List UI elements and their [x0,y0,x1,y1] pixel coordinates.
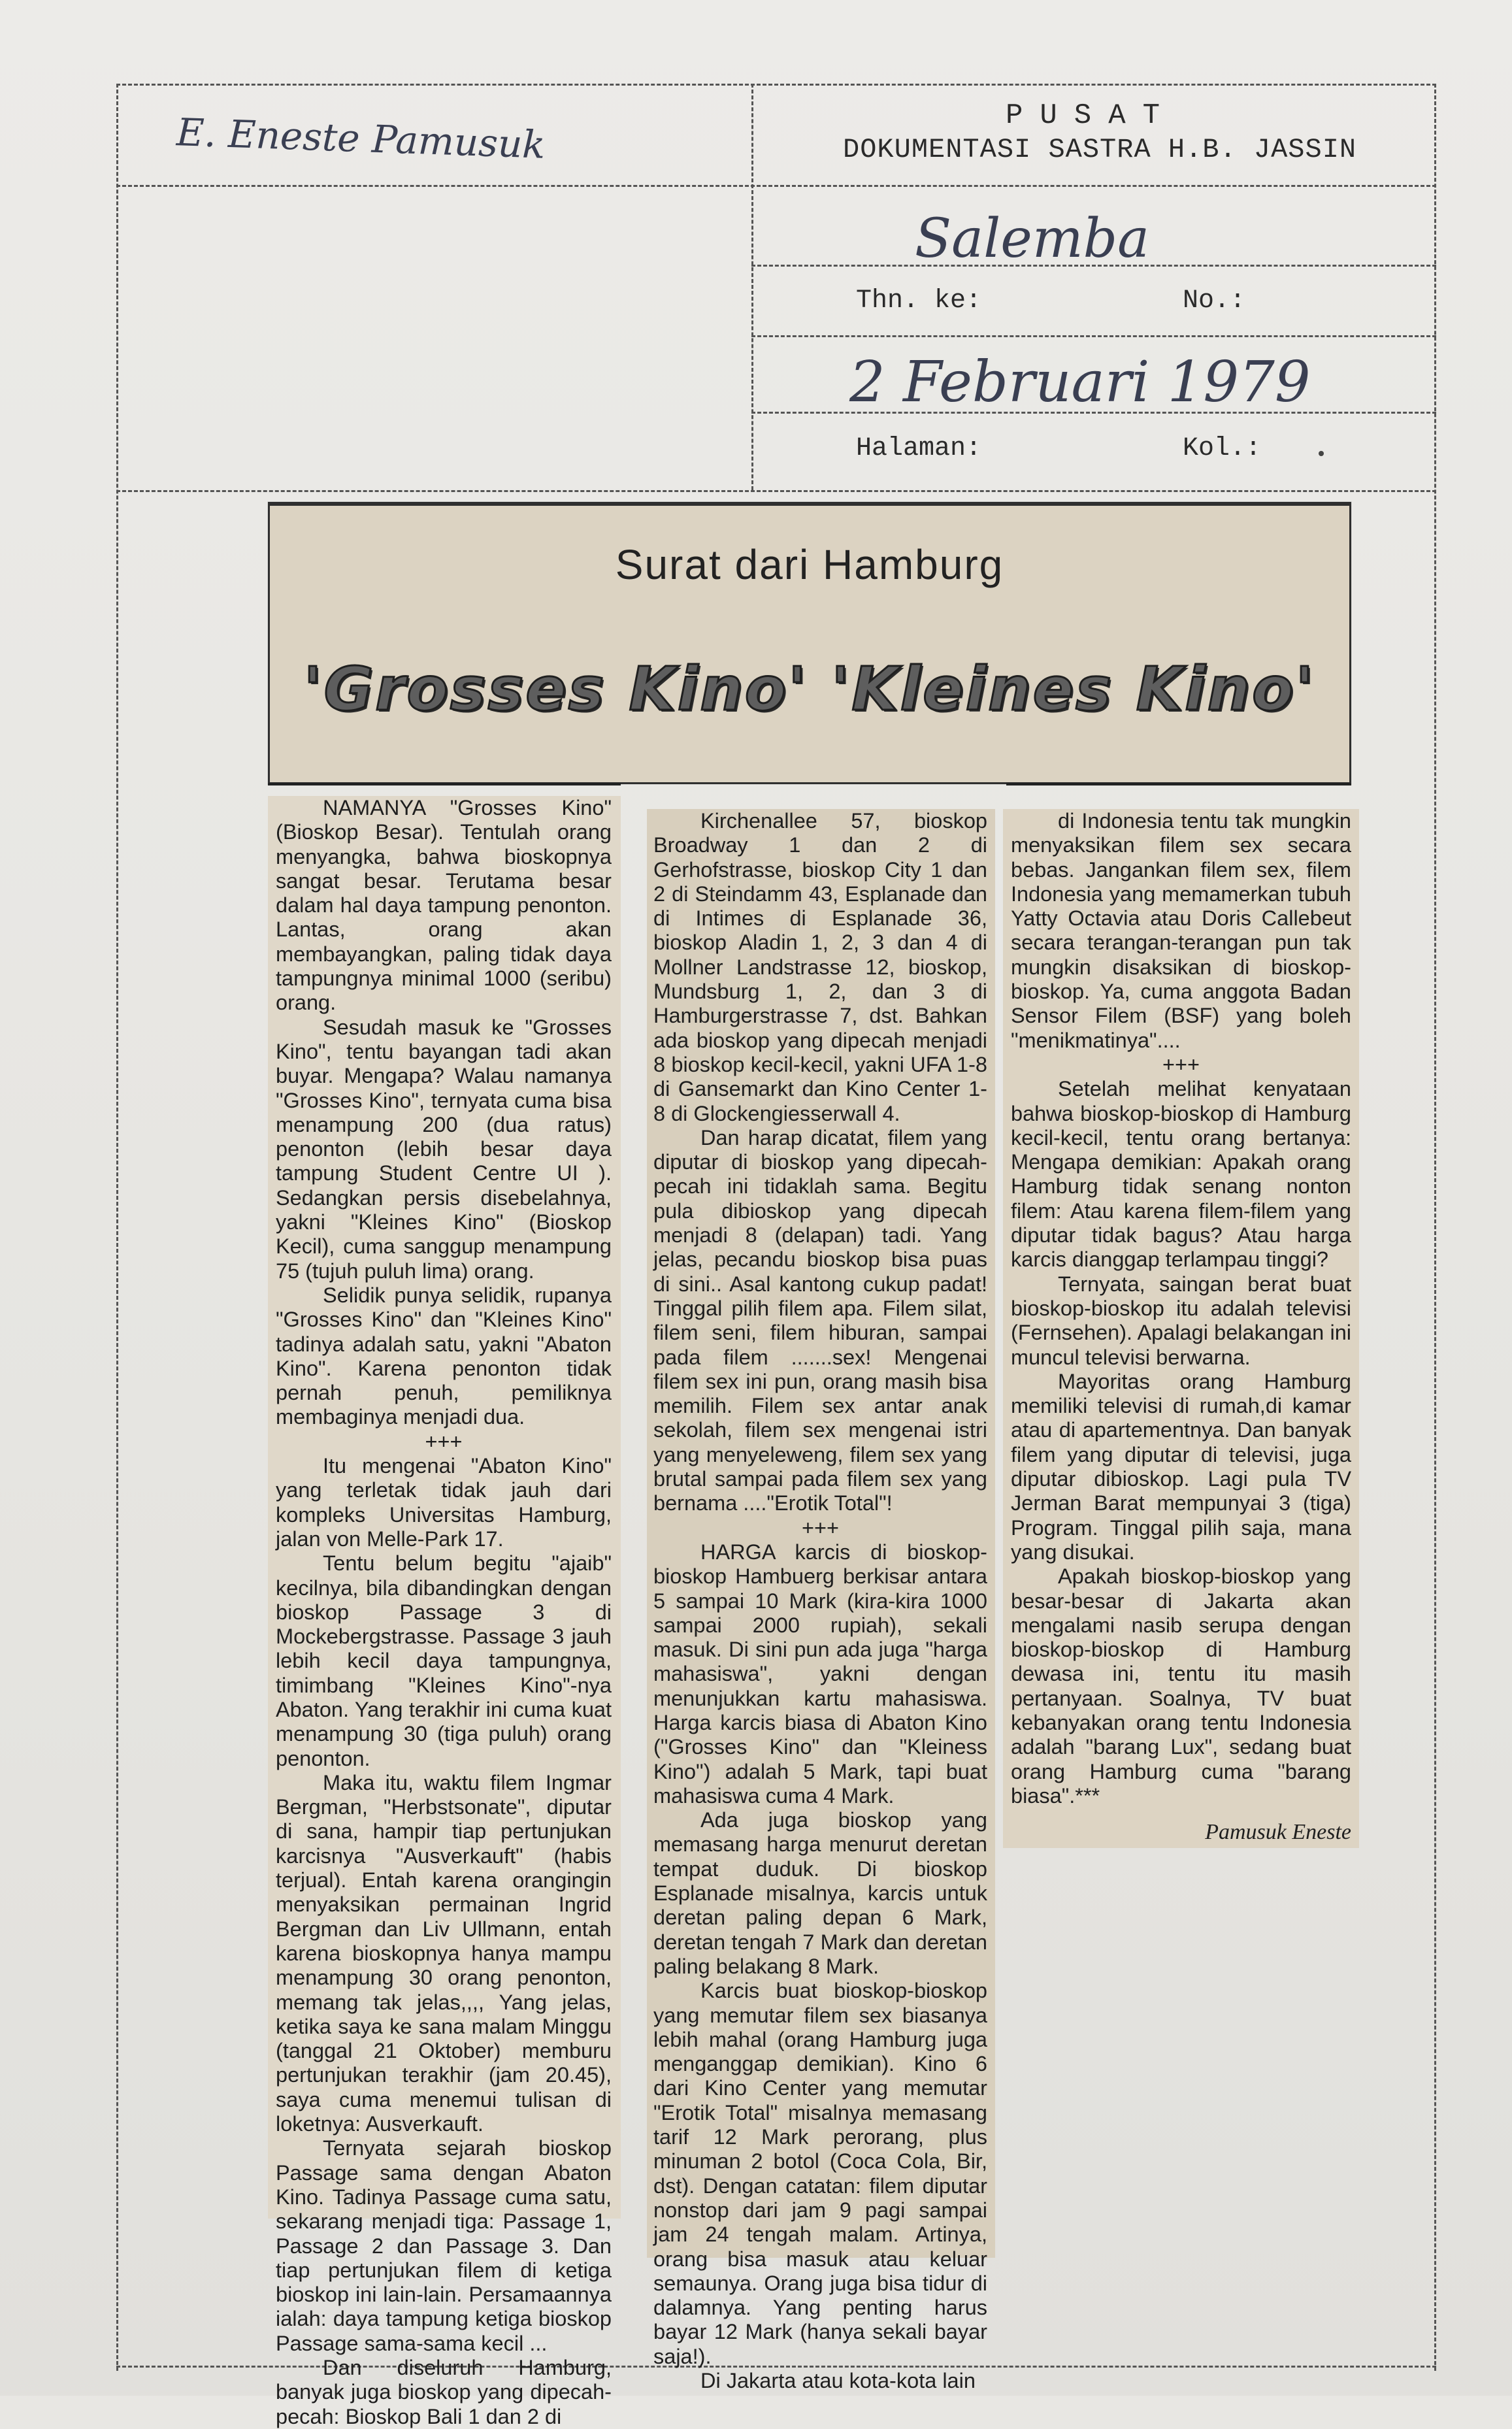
article-column-2 [647,809,995,2392]
article-paragraph: Maka itu, waktu filem Ingmar Bergman, "Herbstsonate", diputar di sana, hampir tiap pertunjukan karcisnya "Ausverkauft" (habis terjual). Entah karena orangingin menyaksikan permainan Ingrid Bergman dan Liv Ullmann, entah karena bioskopnya hanya mampu menampung 30 orang penonton, memang tak jelas,,,, Yang jelas, ketika saya ke sana malam Minggu (tanggal 21 Oktober) memburu pertunjukan terakhir (jam 20.45), saya cuma menemui tulisan di loketnya: Ausverkauft. [276,1770,612,2136]
article-paragraph: HARGA karcis di bioskop-bioskop Hambuerg berkisar antara 5 sampai 10 Mark (kira-kira 1000 sampai 2000 rupiah), sekali masuk. Di sini pun ada juga "harga mahasiswa", yakni dengan menunjukkan kartu mahasiswa. Harga karcis biasa di Abaton Kino ("Grosses Kino" dan "Kleiness Kino") adalah 5 Mark, tapi buat mahasiswa cuma 4 Mark. [653,1540,987,1808]
article-paragraph: Tentu belum begitu "ajaib" kecilnya, bila dibandingkan dengan bioskop Passage 3 di Mockebergstrasse. Passage 3 jauh lebih kecil daya tampungnya, timimbang "Kleines Kino"-nya Abaton. Yang terakhir ini cuma kuat menampung 30 (tiga puluh) orang penonton. [276,1551,612,1770]
article-paragraph: Dan harap dicatat, filem yang diputar di bioskop yang dipecah-pecah ini tidaklah sama. Begitu pula dibioskop yang dipecah menjadi 8 (delapan) tadi. Yang jelas, pecandu bioskop bisa puas di sini.. Asal kantong cukup padat! Tinggal pilih filem apa. Filem silat, filem seni, filem hiburan, sampai pada filem .......sex! Mengenai filem sex ini pun, orang masih bisa memilih. Filem sex antar anak sekolah, filem sex mengenai istri yang menyeleweng, filem sex yang brutal sampai pada filem sex yang bernama ...."Erotik Total"! [653,1125,987,1515]
card-body-rule [116,490,1436,492]
article-paragraph: Apakah bioskop-bioskop yang besar-besar di Jakarta akan mengalami nasib serupa dengan bioskop-bioskop di Hamburg dewasa ini, tentu itu masih pertanyaan. Soalnya, TV buat kebanyakan orang tentu Indonesia adalah "barang Lux", sedang buat orang Hamburg cuma "barang biasa".*** [1011,1564,1351,1808]
section-separator: +++ [802,1515,839,1540]
article-paragraph: Sesudah masuk ke "Grosses Kino", tentu bayangan tadi akan buyar. Mengapa? Walau namanya "Grosses Kino", ternyata cuma bisa menampung 200 (dua ratus) penonton (lebih besar daya tampung Student Centre UI ). Sedangkan persis disebelahnya, yakni "Kleines Kino" (Bioskop Kecil), cuma sanggup menampung 75 (tujuh puluh lima) orang. [276,1015,612,1283]
stray-dot [1319,451,1324,456]
thn-label: Thn. ke: [856,286,982,316]
section-separator: +++ [1162,1052,1200,1076]
article-headline: 'Grosses Kino' 'Kleines Kino' [303,654,1316,724]
article-paragraph: Kirchenallee 57, bioskop Broadway 1 dan 2 di Gerhofstrasse, bioskop City 1 dan 2 di Steindamm 43, Esplanade dan di Intimes di Esplanade 36, bioskop Aladin 1, 2, 3 dan 4 di Mollner Landstrasse 12, bioskop, Mundsburg 1, 2, dan 3 di Hamburgerstrasse 7, dst. Bahkan ada bioskop yang dipecah menjadi 8 bioskop kecil-kecil, yakni UFA 1-8 di Gansemarkt dan Kino Center 1-8 di Glockengiesserwall 4. [653,809,987,1125]
kol-label: Kol.: [1183,434,1262,463]
card-header-rule [116,185,1436,187]
article-paragraph: Itu mengenai "Abaton Kino" yang terletak tidak jauh dari kompleks Universitas Hamburg, jalan von Melle-Park 17. [276,1454,612,1551]
article-paragraph: Karcis buat bioskop-bioskop yang memutar filem sex biasanya lebih mahal (orang Hamburg juga menganggap demikian). Kino 6 dari Kino Center yang memutar "Erotik Total" misalnya memasang tarif 12 Mark perorang, plus minuman 2 botol (Coca Cola, Bir, dst). Dengan catatan: filem diputar nonstop dari jam 9 pagi sampai jam 24 tengah malam. Artinya, orang bisa masuk atau keluar semaunya. Orang juga bisa tidur di dalamnya. Yang penting harus bayar 12 Mark (hanya sekali bayar saja!). [653,1979,987,2368]
headline-underline-right [1006,783,1351,785]
headline-underline-left [268,783,621,785]
article-paragraph: Selidik punya selidik, rupanya "Grosses Kino" dan "Kleines Kino" tadinya adalah satu, yakni "Abaton Kino". Karena penonton tidak pernah penuh, pemiliknya membaginya menjadi dua. [276,1283,612,1429]
halaman-label: Halaman: [856,434,982,463]
card-right-rule [1434,84,1436,2371]
article-paragraph: NAMANYA "Grosses Kino" (Bioskop Besar). Tentulah orang menyangka, bahwa bioskopnya sangat besar. Terutama besar dalam hal daya tampung penonton. Lantas, orang akan membayangkan, paling tidak daya tampungnya minimal 1000 (seribu) orang. [276,796,612,1015]
card-left-rule [116,84,118,2371]
source-name-handwritten: Salemba [915,208,1149,270]
author-note-handwritten: E. Eneste Pamusuk [175,110,546,167]
clipping-heading-box [268,502,1351,784]
article-paragraph: Mayoritas orang Hamburg memiliki televisi di rumah,di kamar atau di apartementnya. Dan banyak filem yang diputar di televisi, juga diputar dibioskop. Lagi pula TV Jerman Barat mempunyai 3 (tiga) Program. Tinggal pilih saja, mana yang disukai. [1011,1369,1351,1564]
documentation-center-title: DOKUMENTASI SASTRA H.B. JASSIN [843,134,1357,165]
card-top-rule [116,84,1436,86]
article-paragraph: Ada juga bioskop yang memasang harga menurut deretan tempat duduk. Di bioskop Esplanade misalnya, karcis untuk deretan paling depan 6 Mark, deretan tengah 7 Mark dan deretan paling belakang 8 Mark. [653,1808,987,1978]
card-row-rule-2 [751,335,1436,337]
date-handwritten: 2 Februari 1979 [849,350,1311,415]
article-paragraph: Di Jakarta atau kota-kota lain [700,2369,976,2392]
article-byline: Pamusuk Eneste [1205,1820,1351,1845]
article-paragraph: Ternyata, saingan berat buat bioskop-bioskop itu adalah televisi (Fernsehen). Apalagi belakangan ini muncul televisi berwarna. [1011,1272,1351,1369]
article-paragraph: Ternyata sejarah bioskop Passage sama dengan Abaton Kino. Tadinya Passage cuma satu, sekarang menjadi tiga: Passage 1, Passage 2 dan Passage 3. Dan tiap pertunjukan filem di ketiga bioskop ini lain-lain. Persamaannya ialah: daya tampung ketiga bioskop Passage sama-sama kecil ... [276,2136,612,2355]
article-column-1 [268,796,621,2428]
article-paragraph: Setelah melihat kenyataan bahwa bioskop-bioskop di Hamburg kecil-kecil, tentu orang bertanya: Mengapa demikian: Apakah orang Hamburg tidak senang nonton filem: Atau karena filem-filem yang diputar tidak bagus? Atau harga karcis dianggap terlampau tinggi? [1011,1077,1351,1272]
article-paragraph: di Indonesia tentu tak mungkin menyaksikan filem sex secara bebas. Jangankan filem sex, filem Indonesia yang memamerkan tubuh Yatty Octavia atau Doris Callebeut secara terangan-terangan pun tak mungkin disaksikan di bioskop-bioskop. Ya, cuma anggota Badan Sensor Filem (BSF) yang boleh "menikmatinya".... [1011,809,1351,1052]
section-separator: +++ [425,1429,463,1453]
article-column-3 [1003,809,1359,1848]
card-divider-rule [751,84,753,490]
pusat-title: PUSAT [1005,99,1177,132]
article-paragraph: Dan diseluruh Hamburg, banyak juga bioskop yang dipecah-pecah: Bioskop Bali 1 dan 2 di [276,2356,612,2428]
no-label: No.: [1183,286,1246,316]
article-kicker: Surat dari Hamburg [615,541,1004,588]
